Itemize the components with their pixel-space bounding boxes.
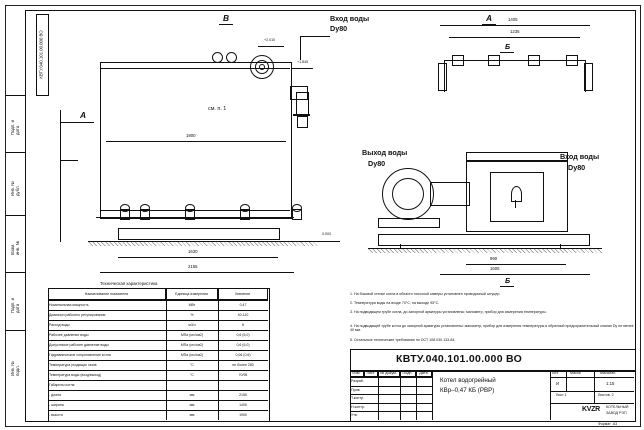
lm-div-1 <box>5 95 25 96</box>
side-letter-b-bot: Б <box>505 276 511 285</box>
tech-table-cell: мм <box>189 393 195 397</box>
tb-right-col3 <box>594 391 595 403</box>
side-outlet-title: Выход воды <box>362 148 408 157</box>
tb-scale-label: Масштаб <box>600 371 616 375</box>
tb-role-hline <box>350 377 432 378</box>
front-outlet-elbow <box>296 92 309 116</box>
level-mid-line <box>291 68 313 69</box>
side-letter-b-top: Б <box>505 42 511 51</box>
side-skid-leg-1 <box>400 244 401 249</box>
format-label: Формат А3 <box>598 422 618 426</box>
level-mid-label: +1.845 <box>297 60 309 64</box>
side-valve-2 <box>488 55 500 66</box>
view-letter-a: А <box>486 13 493 23</box>
sidebar-item-inv-dubl <box>5 158 25 213</box>
side-inlet-sub: Dy80 <box>568 163 586 172</box>
front-bottom-valve-3 <box>185 204 195 212</box>
tb-role-hline <box>350 411 432 412</box>
tb-stage-label: Лит. <box>552 371 559 375</box>
level-top-label: +2.010 <box>264 38 276 42</box>
side-letter-b-top-line <box>500 52 514 53</box>
tb-sheet-label: Лист 1 <box>556 393 567 397</box>
boiler-side-door-stem <box>515 200 516 208</box>
front-outlet-stub <box>297 116 308 128</box>
tb-vline <box>378 370 379 420</box>
side-dim-1605-line <box>440 274 590 275</box>
dim-1900-line <box>106 141 286 142</box>
tb-col-list <box>364 370 378 377</box>
tech-table-cell: Температура уходящих газов <box>49 363 97 367</box>
side-skid-leg-2 <box>560 244 561 249</box>
company-line1: КОТЕЛЬНЫЙ <box>606 405 629 409</box>
tb-mass-label: Масса <box>570 371 581 375</box>
tech-table-header: Единица измерения <box>166 288 218 300</box>
tb-col-data <box>416 370 432 377</box>
front-note-see-p1: см. п. 1 <box>208 106 227 112</box>
note-item: 2. Температура воды на входе 70°С, на выходе 95°С. <box>350 301 440 305</box>
tech-table-cell: 40-110 <box>237 313 249 317</box>
tech-table-cell: - ширина <box>49 403 64 407</box>
tech-table-cell: 0,47 <box>239 303 247 307</box>
front-bottom-valve-4 <box>240 204 250 212</box>
lm-div-4 <box>5 272 25 273</box>
designation-stamp <box>36 14 47 94</box>
side-valve-1 <box>452 55 464 66</box>
front-section-a-arrow <box>60 110 61 122</box>
tb-role-hline <box>350 394 432 395</box>
tb-scale-value: 1:15 <box>606 381 615 386</box>
front-inlet-leader <box>300 36 330 37</box>
tech-table-cell: МПа (кгс/см2) <box>180 333 204 337</box>
sidebar-item-invent-podl <box>5 336 25 396</box>
side-skid <box>378 234 590 246</box>
company-line2: ЗАВОД РЭП <box>606 411 627 415</box>
side-valve-4 <box>566 55 578 66</box>
tb-vline-roles <box>364 370 365 377</box>
view-letter-v: В <box>223 13 230 23</box>
tb-product-line2: КВр–0,47 КБ (РВР) <box>440 387 495 394</box>
tech-table-cell: Рабочее давление воды <box>49 333 89 337</box>
tb-role-label: Н.контр. <box>351 404 365 409</box>
burner-base <box>378 218 440 228</box>
tech-table-cell: Гидравлическое сопротивление котла <box>49 353 111 357</box>
sidebar-label-podp-data: Подп. и дата <box>10 119 20 135</box>
tech-table-cell: Номинальная мощность <box>49 303 89 307</box>
tech-table-cell: 1900 <box>239 413 247 417</box>
note-item: 1. На боковой стенке котла в области топочной камеры установлен проводочный штуцер. <box>350 292 501 296</box>
note-item: 4. На подводящей трубе котла до запорной арматуры установлены: манометр, прибор для измерения температуры и обратный предохранительный клапан Dy не менее 40 мм. <box>350 324 634 333</box>
tb-col-list-label: Лист <box>366 371 375 375</box>
top-flange-core <box>259 64 265 70</box>
tech-table-cell <box>218 380 268 390</box>
tb-role-label: Т.контр. <box>351 396 365 401</box>
tech-table-header: Наименование показателя <box>48 288 166 300</box>
tb-role-label: Разраб. <box>351 379 364 383</box>
side-right-bracket <box>584 63 593 91</box>
burner-fan-inner <box>392 178 424 210</box>
tb-right-row3 <box>550 403 634 404</box>
tb-product-line1: Котел водогрейный <box>440 377 496 384</box>
top-nozzle-1 <box>212 52 223 63</box>
dim-1630-label: 1630 <box>188 249 198 254</box>
sidebar-label-vzam-inv: Взам. инв. № <box>10 240 20 255</box>
side-dim-1235-line <box>449 37 580 38</box>
boiler-side-door-handle <box>511 186 522 202</box>
tech-table-cell: 1405 <box>239 403 247 407</box>
front-inlet-title: Вход воды <box>330 14 370 23</box>
front-bottom-valve-1 <box>120 204 130 212</box>
designation-stamp-text: КВТУ.040.101.00.000 ВО <box>39 29 44 79</box>
tech-table-cell: МПа (кгс/см2) <box>180 353 204 357</box>
side-top-manifold <box>444 60 586 61</box>
side-inlet-title: Вход воды <box>560 152 600 161</box>
tech-table-cell: МПа (кгс/см2) <box>180 343 204 347</box>
tb-role-label: Пров. <box>351 387 361 392</box>
left-margin-divider <box>25 10 26 420</box>
tech-table-cell <box>166 380 218 390</box>
tech-table-cell: м3/ч <box>188 323 196 327</box>
dim-2155-label: 2155 <box>188 264 198 269</box>
burner-fan-outlet <box>430 182 470 206</box>
tb-col-izm <box>350 370 364 377</box>
top-nozzle-2 <box>226 52 237 63</box>
tech-table-cell: Температура воды (вход/выход) <box>49 373 102 377</box>
tech-table-cell: % <box>190 313 194 317</box>
level-zero-label: 0.000 <box>322 232 331 236</box>
front-skid <box>118 228 280 240</box>
tb-right-row1 <box>550 377 634 378</box>
tech-table-cell: Диапазон рабочего регулирования <box>49 313 106 317</box>
note-item: 5. Остальные технические требования по ОСТ 108.030.133-84. <box>350 338 456 342</box>
side-ground-hatch <box>368 249 602 253</box>
side-letter-b-bot-line <box>500 286 514 287</box>
tb-role-hline <box>350 386 432 387</box>
sidebar-item-podp-data2 <box>5 278 25 328</box>
tech-table-cell: 70/95 <box>238 373 248 377</box>
front-section-letter-a: А <box>80 110 87 120</box>
lm-div-5 <box>5 330 25 331</box>
tech-table-cell: МВт <box>188 303 196 307</box>
tech-table-cell: 2155 <box>239 393 247 397</box>
lm-div-2 <box>5 152 25 153</box>
tech-table-cell: не более 280 <box>232 363 254 367</box>
side-valve-3 <box>528 55 540 66</box>
side-dim-990-line <box>466 264 566 265</box>
sidebar-label-podp-data2: Подп. и дата <box>10 297 20 313</box>
tech-table-cell: - высота <box>49 413 63 417</box>
company-logo: KVZR <box>582 406 600 413</box>
tech-table-cell: °С <box>190 373 194 377</box>
tech-table-header: Значение <box>218 288 268 300</box>
tb-col-ndokum-label: № докум. <box>380 371 397 375</box>
side-dim-1405-line <box>440 25 590 26</box>
tech-table-title: Техническая характеристика <box>100 281 158 286</box>
sidebar-item-vzam-inv <box>5 220 25 270</box>
side-outlet-sub: Dy80 <box>368 159 386 168</box>
tb-right-col2 <box>594 370 595 391</box>
front-section-a-line2 <box>60 160 78 161</box>
front-section-a-line <box>60 122 94 123</box>
tech-table-cell: Габариты котла <box>49 383 75 387</box>
tech-table-cell: 8 <box>242 323 244 327</box>
tb-role-label: Утв. <box>351 413 358 418</box>
front-bottom-valve-5 <box>292 204 302 212</box>
tb-sheets-label: Листов 2 <box>598 393 614 397</box>
side-left-bracket <box>438 63 447 91</box>
tb-col-izm-label: Изм. <box>352 371 361 375</box>
view-letter-v-underline <box>219 24 233 25</box>
tb-right-col1 <box>566 370 567 391</box>
tb-divider-product <box>432 370 433 420</box>
tech-table-cell: мм <box>189 413 195 417</box>
tech-table-cell: Расход воды <box>49 323 70 327</box>
side-dim-1405: 1405 <box>508 17 518 22</box>
level-zero-line <box>316 241 340 242</box>
dim-1900-label: 1900 <box>186 133 196 138</box>
tech-table-cell: 0,6 (6,0) <box>236 343 250 347</box>
dim-1630-line <box>118 257 278 258</box>
tb-vline <box>400 370 401 420</box>
tech-table-cell: 0,6 (6,0) <box>236 333 250 337</box>
note-item: 3. На подводящем трубе котла, до запорной арматуры установлены: манометр, прибор для измерения температуры. <box>350 310 547 314</box>
boiler-side-top-box <box>466 152 568 162</box>
sidebar-label-inv-dubl: Инв. № дубл. <box>10 180 20 196</box>
sidebar-label-invent-podl: Инв. № подл. <box>10 361 20 376</box>
tb-role-hline <box>350 403 432 404</box>
tb-col-ndokum <box>378 370 400 377</box>
level-top-line <box>258 46 284 47</box>
tech-table-cell: 0,06 (0,6) <box>235 353 251 357</box>
tech-table-cell: мм <box>189 403 195 407</box>
side-dim-990: 990 <box>490 256 498 261</box>
tb-vline <box>416 370 417 420</box>
front-section-a-vert <box>60 122 61 242</box>
designation-text: КВТУ.040.101.00.000 ВО <box>396 353 523 365</box>
front-ground-hatch <box>88 242 318 246</box>
front-bottom-valve-2 <box>140 204 150 212</box>
tb-right-row2 <box>550 391 634 392</box>
front-inlet-sub: Dy80 <box>330 24 348 33</box>
tech-table-cell: Допустимое рабочее давление воды <box>49 343 109 347</box>
tb-col-podp-label: Подп. <box>402 371 413 375</box>
tb-stage-value: И <box>556 381 560 386</box>
side-dim-1235: 1235 <box>510 29 520 34</box>
lm-div-3 <box>5 215 25 216</box>
sidebar-item-podp-data <box>5 100 25 150</box>
dim-2155-line <box>100 272 294 273</box>
tb-col-data-label: Дата <box>419 371 428 375</box>
tech-table-cell: - длина <box>49 393 62 397</box>
tb-col-podp <box>400 370 416 377</box>
front-inlet-leader2 <box>300 36 301 60</box>
side-dim-1605: 1605 <box>490 266 500 271</box>
tech-table-cell: °С <box>190 363 194 367</box>
